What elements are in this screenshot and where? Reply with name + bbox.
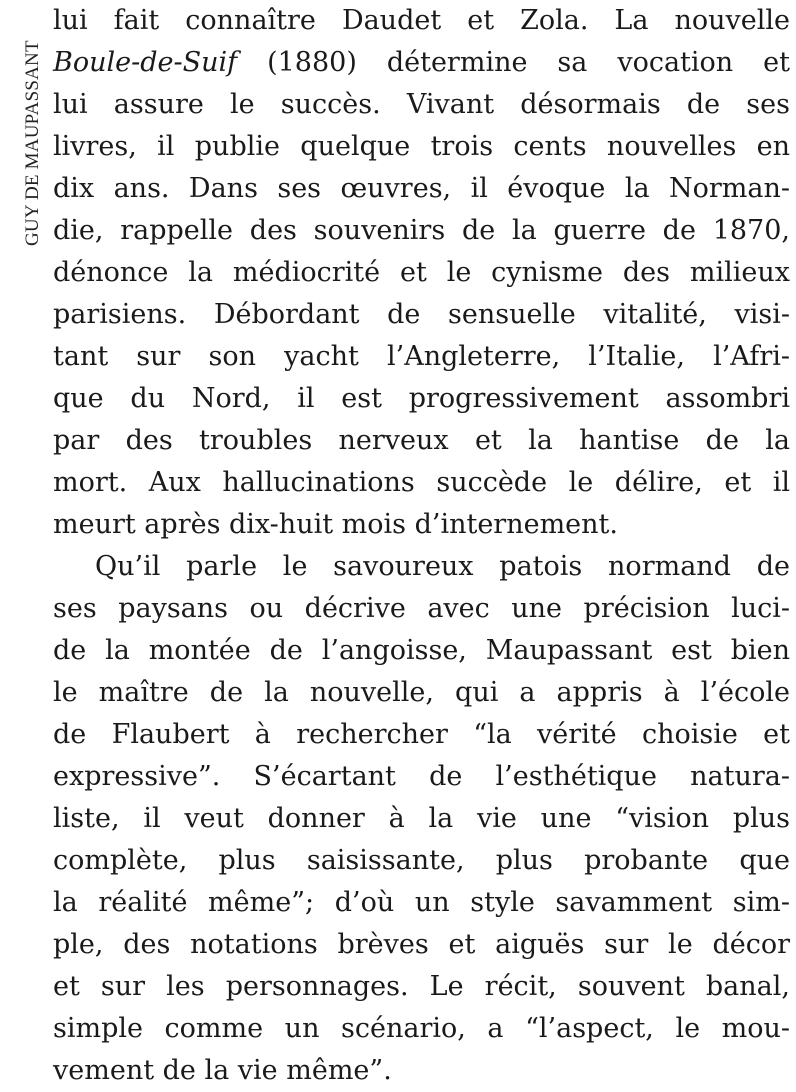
text-line: de Flaubert à rechercher “la vérité choisie et	[53, 719, 790, 750]
text-line: tant sur son yacht l’Angleterre, l’Italie, l’Afri-	[53, 341, 790, 372]
text-line: le maître de la nouvelle, qui a appris à l’école	[53, 677, 790, 708]
text-line: ses paysans ou décrive avec une précision luci-	[53, 593, 790, 624]
text-line: expressive”. S’écartant de l’esthétique natura-	[53, 761, 790, 792]
running-head: GUY DE MAUPASSANT	[22, 40, 43, 246]
text-line: lui assure le succès. Vivant désormais de ses	[53, 89, 790, 120]
book-title: Boule-de-Suif	[53, 47, 238, 78]
text-line: ple, des notations brèves et aiguës sur le décor	[53, 929, 790, 960]
text-line: lui fait connaître Daudet et Zola. La nouvelle	[53, 5, 790, 36]
text-line: dix ans. Dans ses œuvres, il évoque la Norman-	[53, 173, 790, 204]
text-line: complète, plus saisissante, plus probante que	[53, 845, 790, 876]
text-line-rest: (1880) détermine sa vocation et	[267, 47, 790, 78]
body-text	[53, 0, 790, 1092]
text-line: mort. Aux hallucinations succède le délire, et il	[53, 467, 790, 498]
text-line: meurt après dix-huit mois d’internement.	[53, 509, 618, 540]
text-line: liste, il veut donner à la vie une “vision plus	[53, 803, 790, 834]
text-line: livres, il publie quelque trois cents nouvelles en	[53, 131, 790, 162]
text-line	[53, 42, 790, 84]
text-line: par des troubles nerveux et la hantise de la	[53, 425, 790, 456]
text-line: vement de la vie même”.	[53, 1055, 392, 1086]
text-line: parisiens. Débordant de sensuelle vitalité, visi-	[53, 299, 790, 330]
text-line: Qu’il parle le savoureux patois normand de	[95, 551, 790, 582]
text-line: et sur les personnages. Le récit, souvent banal,	[53, 971, 790, 1002]
text-line: die, rappelle des souvenirs de la guerre de 1870,	[53, 215, 790, 246]
text-line: simple comme un scénario, a “l’aspect, le mou-	[53, 1013, 790, 1044]
text-line: la réalité même”; d’où un style savamment sim-	[53, 887, 790, 918]
text-line: de la montée de l’angoisse, Maupassant est bien	[53, 635, 790, 666]
text-line: que du Nord, il est progressivement assombri	[53, 383, 790, 414]
text-line: dénonce la médiocrité et le cynisme des milieux	[53, 257, 790, 288]
